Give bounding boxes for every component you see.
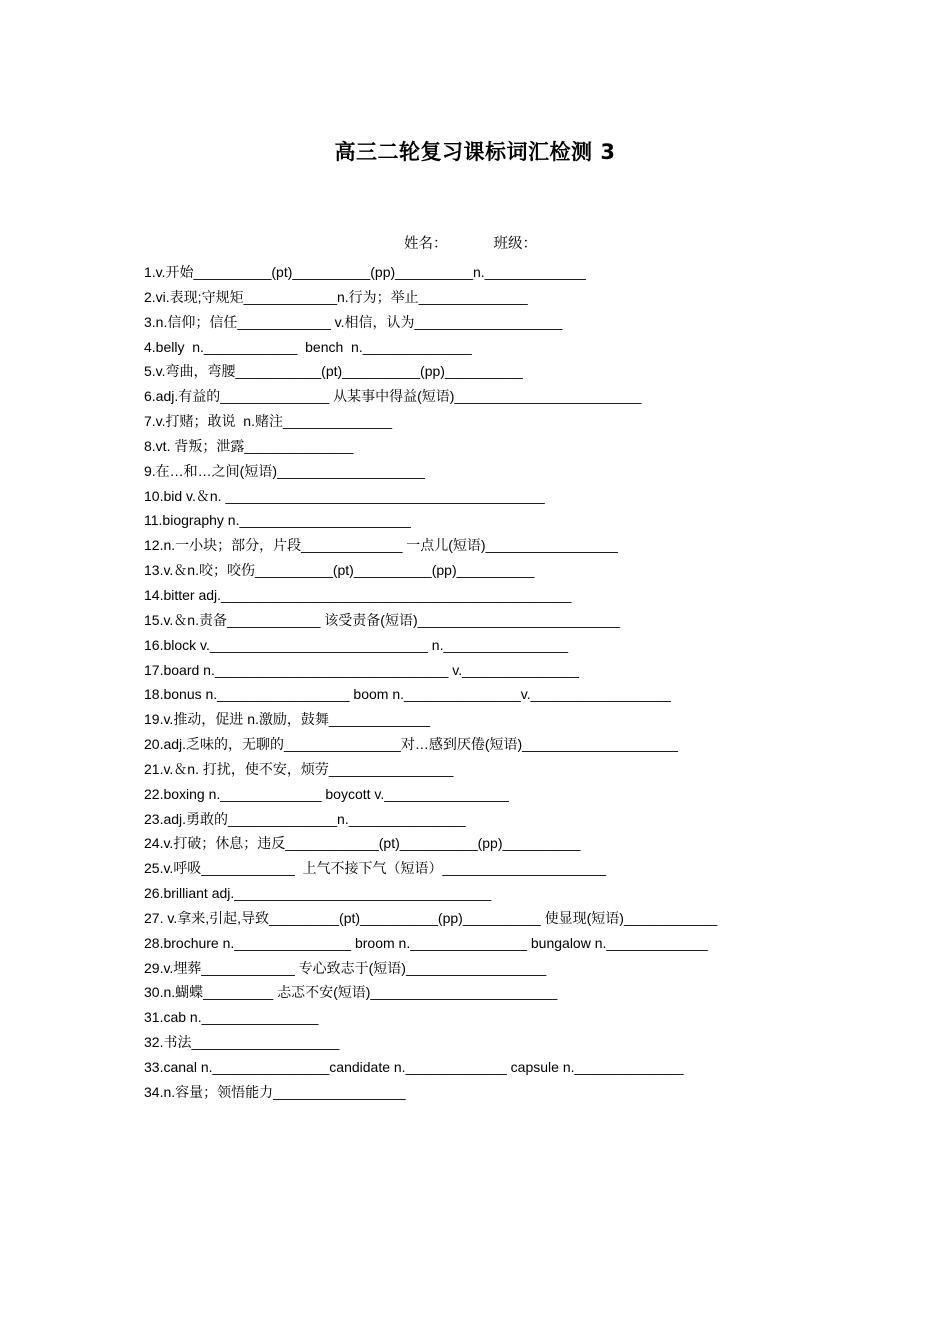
vocab-item: 20.adj.乏味的，无聊的_______________对…感到厌倦(短语)____________________ [144, 736, 678, 753]
vocab-item: 16.block v.____________________________ n.________________ [144, 636, 569, 653]
vocab-item: 32.书法___________________ [144, 1034, 340, 1051]
vocab-item: 30.n.蝴蝶_________ 忐忑不安(短语)________________________ [144, 984, 558, 1001]
vocab-item: 8.vt. 背叛；泄露______________ [144, 437, 354, 454]
vocab-item: 11.biography n.______________________ [144, 512, 411, 529]
vocab-item: 29.v.埋葬____________ 专心致志于(短语)__________________ [144, 959, 547, 976]
vocab-item: 1.v.开始__________(pt)__________(pp)__________n._____________ [144, 264, 586, 280]
name-label: 姓名： [404, 236, 448, 252]
vocab-item: 10.bid v.＆n. _________________________________________ [144, 487, 545, 504]
class-label: 班级： [493, 236, 537, 252]
vocab-item: 9.在…和…之间(短语)___________________ [144, 462, 425, 479]
vocab-item: 25.v.呼吸____________ 上气不接下气（短语）_____________________ [144, 860, 607, 877]
vocab-item: 27. v.拿来,引起,导致_________(pt)__________(pp)__________ 使显现(短语)____________ [144, 909, 718, 926]
vocab-item: 3.n.信仰；信任____________ v.相信，认为___________________ [144, 313, 563, 330]
page-title: 高三二轮复习课标词汇检测 3 [334, 140, 616, 164]
vocabulary-list [144, 262, 844, 1107]
vocab-item: 15.v.＆n.责备____________ 该受责备(短语)__________________________ [144, 611, 621, 628]
vocab-item: 28.brochure n._______________ broom n._______________ bungalow n._____________ [144, 934, 708, 951]
vocab-item: 18.bonus n._________________ boom n._______________v.__________________ [144, 686, 671, 703]
vocab-item: 23.adj.勇敢的______________n._______________ [144, 810, 466, 827]
vocab-item: 33.canal n._______________candidate n._____________ capsule n.______________ [144, 1059, 684, 1075]
vocab-item: 13.v.＆n.咬；咬伤__________(pt)__________(pp)__________ [144, 562, 535, 579]
vocab-item: 34.n.容量；领悟能力_________________ [144, 1083, 406, 1100]
vocab-item: 4.belly n.____________ bench n.______________ [144, 338, 472, 355]
vocab-item: 14.bitter adj._____________________________________________ [144, 586, 572, 603]
vocab-item: 6.adj.有益的______________ 从某事中得益(短语)________________________ [144, 388, 642, 405]
vocab-item: 5.v.弯曲，弯腰___________(pt)__________(pp)__________ [144, 363, 523, 380]
vocab-item: 26.brilliant adj._________________________________ [144, 885, 492, 902]
vocab-item: 17.board n.______________________________ v._______________ [144, 661, 579, 678]
vocab-item: 21.v.＆n. 打扰，使不安，烦劳________________ [144, 760, 454, 777]
vocab-item: 24.v.打破；休息；违反____________(pt)__________(pp)__________ [144, 835, 581, 852]
vocab-item: 19.v.推动，促进 n.激励，鼓舞_____________ [144, 711, 431, 728]
vocab-item: 12.n.一小块；部分，片段_____________ 一点儿(短语)_________________ [144, 537, 618, 554]
vocab-item: 2.vi.表现;守规矩____________n.行为；举止______________ [144, 288, 528, 305]
vocab-item: 31.cab n._______________ [144, 1009, 319, 1026]
vocab-item: 22.boxing n._____________ boycott v.________________ [144, 785, 509, 802]
vocab-item: 7.v.打赌；敢说 n.赌注______________ [144, 413, 392, 430]
student-info-line [404, 232, 583, 253]
